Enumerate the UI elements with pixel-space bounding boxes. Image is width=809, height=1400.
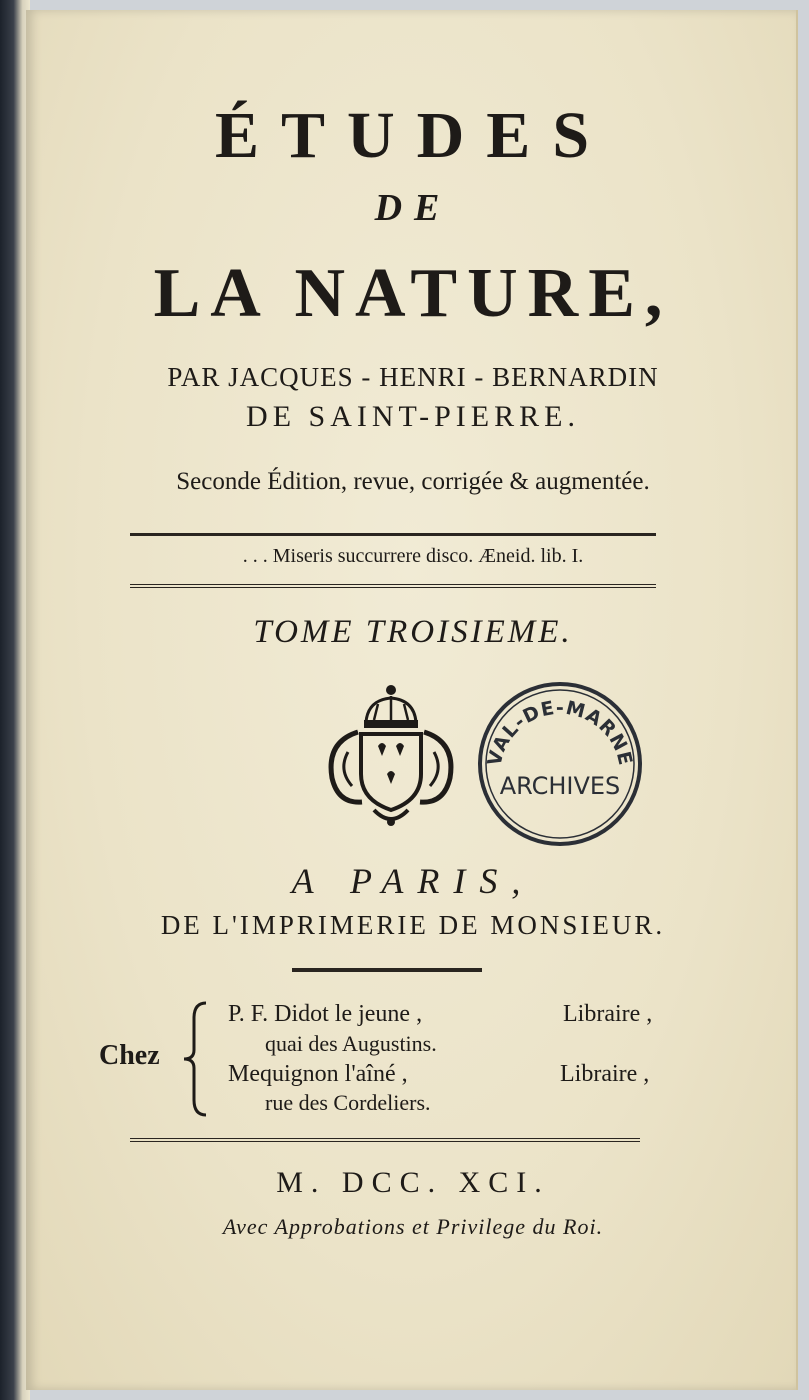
stamp-top-text: VAL-DE-MARNE [483,696,637,769]
seller-1-role: Libraire , [563,1001,653,1027]
seller-2-role: Libraire , [560,1061,650,1087]
publication-date: M. DCC. XCI. [276,1166,550,1199]
svg-text:VAL-DE-MARNE [483,697,636,768]
edition-statement: Seconde Édition, revue, corrigée & augmentée. [176,468,650,495]
title-line-la-nature: LA NATURE, [153,255,673,332]
author-line-1: PAR JACQUES - HENRI - BERNARDIN [167,362,659,392]
author-line-2: DE SAINT-PIERRE. [246,400,580,433]
seller-1-address: quai des Augustins. [265,1031,437,1056]
royal-approval: Avec Approbations et Privilege du Roi. [222,1214,604,1239]
seller-1-name: P. F. Didot le jeune , [228,1001,423,1027]
curly-brace-icon [180,1000,210,1118]
imprint-printer: DE L'IMPRIMERIE DE MONSIEUR. [160,910,666,940]
archive-stamp [474,678,646,850]
imprint-place: A PARIS, [291,861,535,901]
volume-label: TOME TROISIEME. [253,614,573,650]
title-line-etudes: ÉTUDES [214,99,612,172]
chez-label: Chez [99,1040,160,1071]
epigraph: . . . Miseris succurrere disco. Æneid. lib. I. [242,545,584,567]
stamp-center-text: ARCHIVES [499,772,621,800]
archive-stamp-icon [474,678,646,850]
divider-rule-bottom [130,1138,640,1144]
divider-rule-short [292,968,482,972]
title-line-de: DE [374,187,452,229]
royal-coat-of-arms-icon [318,682,464,832]
seller-2-address: rue des Cordeliers. [265,1090,431,1115]
seller-2-name: Mequignon l'aîné , [228,1061,408,1087]
divider-rule-double [130,584,656,590]
divider-rule-top [130,533,656,536]
